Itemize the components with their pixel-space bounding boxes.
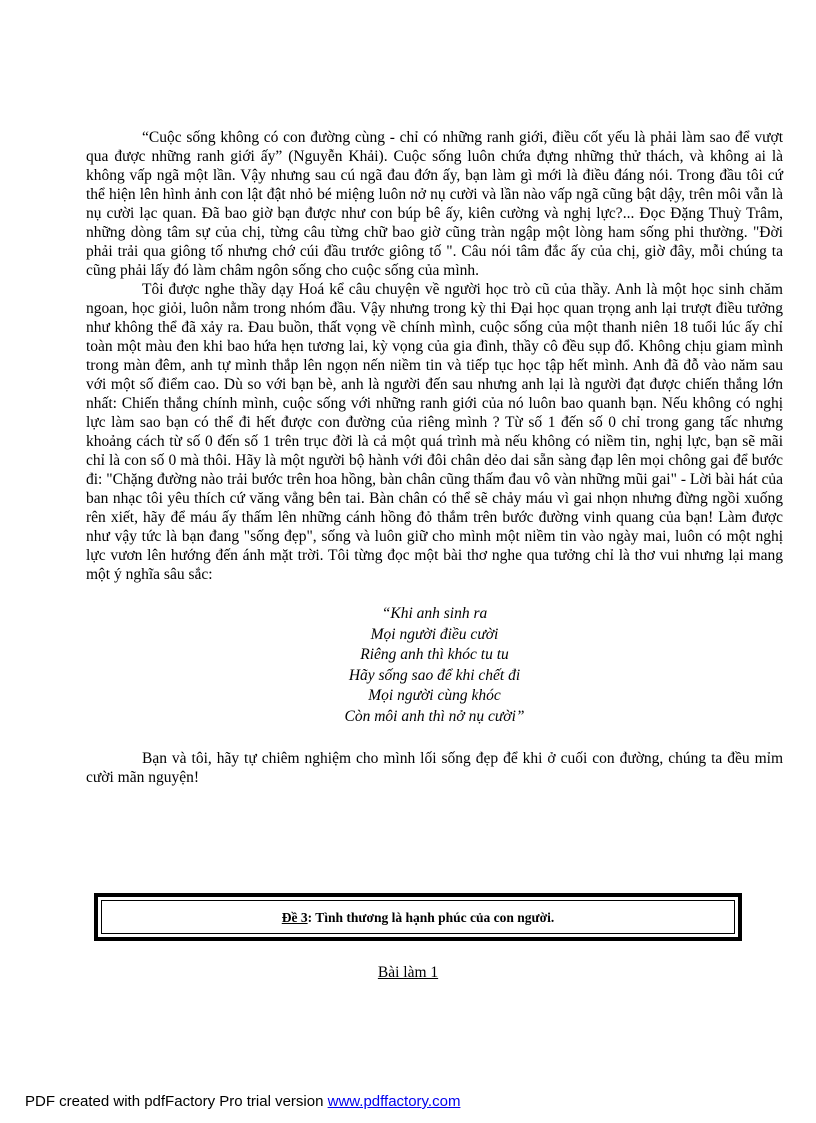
- poem-line: Còn môi anh thì nở nụ cười”: [344, 707, 525, 725]
- essay-paragraph-1: “Cuộc sống không có con đường cùng - chỉ có những ranh giới, điều cốt yếu là phải làm sao để vượt qua được những ranh giới ấy” (Nguyễn Khải). Cuộc sống luôn chứa đựng những thử thách, và không ai là không vấp ngã một lần. Vậy nhưng sau cú ngã đau đớn ấy, bạn làm gì mới là điều đáng nói. Trong đầu tôi cứ thể hiện lên hình ảnh con lật đật nhỏ bé miệng luôn nở nụ cười và lần nào vấp ngã cũng bật dậy, trên môi vẫn là nụ cười lạc quan. Đã bao giờ bạn được như con búp bê ấy, kiên cường và nghị lực?... Đọc Đặng Thuỳ Trâm, những dòng tâm sự của chị, từng câu từng chữ bao giờ cũng tràn ngập một lòng ham sống phi thường. "Đời phải trải qua giông tố nhưng chớ cúi đầu trước giông tố ". Câu nói tâm đắc ấy của chị, giờ đây, mỗi chúng ta cũng phải lấy đó làm châm ngôn sống cho cuộc sống của mình.: [86, 129, 783, 279]
- section-title: Bài làm 1: [377, 964, 439, 981]
- topic-heading: [98, 910, 738, 926]
- topic-label: Đề 3: [281, 910, 308, 925]
- footer-link[interactable]: www.pdffactory.com: [327, 1093, 461, 1110]
- poem-line: “Khi anh sinh ra: [381, 605, 488, 622]
- topic-title: Tình thương là hạnh phúc của con người.: [315, 910, 555, 925]
- topic-box: [94, 893, 742, 941]
- poem-line: Hãy sống sao để khi chết đi: [348, 666, 521, 684]
- poem-line: Mọi người cùng khóc: [368, 687, 501, 704]
- essay-paragraph-2: Tôi được nghe thầy dạy Hoá kể câu chuyện về người học trò cũ của thầy. Anh là một học sinh chăm ngoan, học giỏi, luôn nằm trong nhóm đầu. Vậy nhưng trong kỳ thi Đại học quan trọng anh lại trượt điều tưởng như không thể đã xảy ra. Đau buồn, thất vọng về chính mình, cuộc sống của một thanh niên 18 tuổi lúc ấy chỉ toàn một màu đen khi bao hứa hẹn tương lai, kỳ vọng của gia đình, thầy cô đều sụp đổ. Không chịu giam mình trong màn đêm, anh tự mình thắp lên ngọn nến niềm tin và tiếp tục học tập hết mình. Anh đã đỗ vào năm sau với một số điểm cao. Dù so với bạn bè, anh là người đến sau nhưng anh lại là người đạt được chiến thắng lớn nhất: Chiến thắng chính mình, cuộc sống với những ranh giới của nó luôn bao quanh bạn. Nếu không có nghị lực làm sao bạn có thể đi hết được con đường của riêng mình ? Từ số 1 đến số 0 chỉ trong gang tấc nhưng khoảng cách từ số 0 đến số 1 trên trục đời là cả một quá trình mà nếu không có niềm tin, nghị lực, bạn sẽ mãi chỉ là con số 0 mà thôi. Hãy là một người bộ hành với đôi chân dẻo dai sẵn sàng đạp lên mọi chông gai để bước đi: "Chặng đường nào trải bước trên hoa hồng, bàn chân cũng thấm đau vô vàn những mũi gai" - Lời bài hát của ban nhạc tôi yêu thích cứ văng vẳng bên tai. Bàn chân có thể sẽ chảy máu vì gai nhọn nhưng đừng ngồi xuống rên xiết, hãy để máu ấy thấm lên những cánh hồng đỏ thắm trên bước đường vinh quang của bạn! Làm được như vậy tức là bạn đang "sống đẹp", sống và luôn giữ cho mình một niềm tin vào ngày mai, luôn có một nghị lực vươn lên hướng đến ánh mặt trời. Tôi từng đọc một bài thơ nghe qua tưởng chỉ là thơ vui nhưng lại mang một ý nghĩa sâu sắc:: [86, 281, 783, 583]
- essay-closing-paragraph: Bạn và tôi, hãy tự chiêm nghiệm cho mình lối sống đẹp để khi ở cuối con đường, chúng ta đều mỉm cười mãn nguyện!: [86, 750, 783, 786]
- pdf-footer: [25, 1093, 460, 1110]
- poem-line: Riêng anh thì khóc tu tu: [360, 646, 509, 663]
- topic-separator: :: [307, 910, 316, 925]
- footer-text: PDF created with pdfFactory Pro trial version: [25, 1093, 328, 1110]
- essay-body: [86, 128, 783, 787]
- poem: [86, 604, 783, 727]
- poem-line: Mọi người điều cười: [370, 625, 499, 643]
